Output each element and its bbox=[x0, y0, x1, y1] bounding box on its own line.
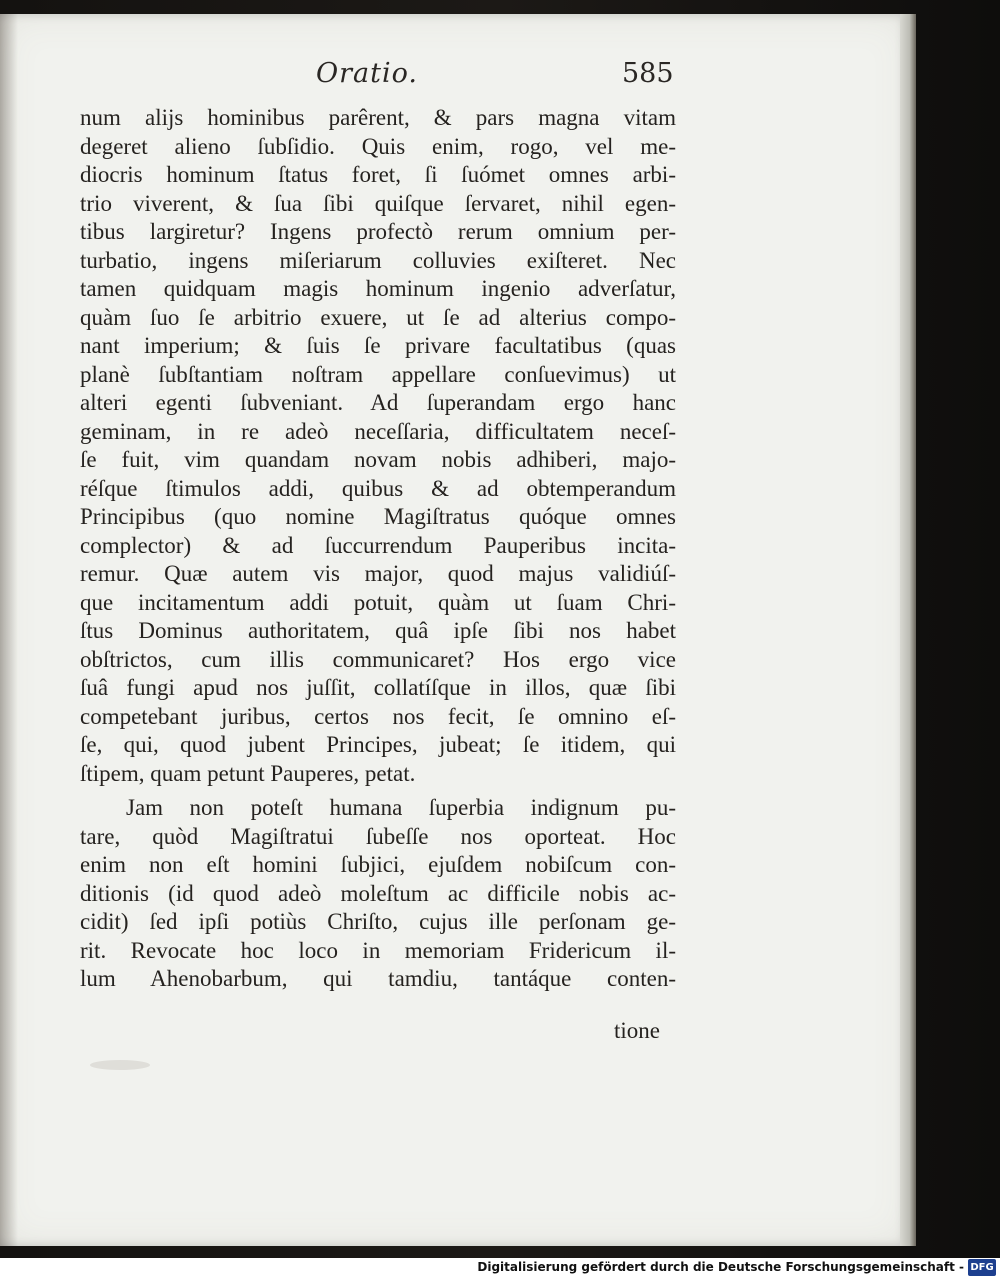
text-line: quàm ſuo ſe arbitrio exuere, ut ſe ad alterius compo- bbox=[80, 304, 676, 330]
text-line: réſque ſtimulos addi, quibus & ad obtemperandum bbox=[80, 475, 676, 501]
footer-bar bbox=[0, 1258, 1000, 1279]
text-line: que incitamentum addi potuit, quàm ut ſuam Chri- bbox=[80, 589, 676, 615]
text-line: Principibus (quo nomine Magiſtratus quóque omnes bbox=[80, 504, 676, 529]
text-line: turbatio, ingens miſeriarum colluvies exiſteret. Nec bbox=[80, 247, 676, 273]
running-head bbox=[0, 58, 910, 98]
text-line: ſe fuit, vim quandam novam nobis adhiberi, majo- bbox=[80, 447, 676, 472]
text-line: ditionis (id quod adeò moleſtum ac difficile nobis ac- bbox=[80, 880, 676, 906]
footer-credit: Digitalisierung gefördert durch die Deutsche Forschungsgemeinschaft - bbox=[477, 1260, 964, 1274]
ink-smudge bbox=[90, 1060, 150, 1070]
text-line: ſtus Dominus authoritatem, quâ ipſe ſibi nos habet bbox=[80, 618, 676, 643]
text-line: ſuâ fungi apud nos juſſit, collatíſque in illos, quæ ſibi bbox=[80, 675, 676, 700]
text-line: competebant juribus, certos nos fecit, ſe omnino eſ- bbox=[80, 703, 676, 729]
text-line: geminam, in re adeò neceſſaria, difficultatem neceſ- bbox=[80, 418, 676, 444]
page-edge bbox=[900, 14, 916, 1246]
text-line: cidit) ſed ipſi potiùs Chriſto, cujus ille perſonam ge- bbox=[80, 909, 676, 934]
text-line: lum Ahenobarbum, qui tamdiu, tantáque conten- bbox=[80, 966, 676, 991]
text-line: degeret alieno ſubſidio. Quis enim, rogo, vel me- bbox=[80, 133, 676, 159]
text-line: diocris hominum ſtatus foret, ſi ſuómet omnes arbi- bbox=[80, 162, 676, 187]
text-line: planè ſubſtantiam noſtram appellare conſuevimus) ut bbox=[80, 361, 676, 387]
catchword: tione bbox=[614, 1018, 660, 1043]
text-line: complector) & ad ſuccurrendum Pauperibus incita- bbox=[80, 532, 676, 558]
text-line: nant imperium; & ſuis ſe privare facultatibus (quas bbox=[80, 333, 676, 358]
text-line: trio viverent, & ſua ſibi quiſque ſervaret, nihil egen- bbox=[80, 190, 676, 216]
text-line: alteri egenti ſubveniant. Ad ſuperandam ergo hanc bbox=[80, 390, 676, 415]
text-line: remur. Quæ autem vis major, quod majus validiúſ- bbox=[80, 561, 676, 586]
text-line: num alijs hominibus parêrent, & pars magna vitam bbox=[80, 105, 676, 130]
text-line: ſe, qui, quod jubent Principes, jubeat; ſe itidem, qui bbox=[80, 732, 676, 757]
text-line: rit. Revocate hoc loco in memoriam Fridericum il- bbox=[80, 937, 676, 963]
text-line: ſtipem, quam petunt Pauperes, petat. bbox=[80, 760, 416, 786]
text-line: Jam non poteſt humana ſuperbia indignum pu- bbox=[126, 795, 676, 820]
text-line: tamen quidquam magis hominum ingenio adverſatur, bbox=[80, 276, 676, 301]
text-line: enim non eſt homini ſubjici, ejuſdem nobiſcum con- bbox=[80, 852, 676, 877]
paragraph-2 bbox=[80, 794, 676, 994]
text-block bbox=[80, 104, 676, 994]
text-line: tare, quòd Magiſtratui ſubeſſe nos oporteat. Hoc bbox=[80, 823, 676, 849]
text-line: tibus largiretur? Ingens profectò rerum omnium per- bbox=[80, 219, 676, 244]
running-title: Oratio. bbox=[316, 58, 418, 89]
gutter-shadow bbox=[0, 14, 18, 1246]
paragraph-1 bbox=[80, 104, 676, 788]
page-number: 585 bbox=[622, 58, 674, 89]
text-line: obſtrictos, cum illis communicaret? Hos ergo vice bbox=[80, 646, 676, 672]
dfg-logo: DFG bbox=[968, 1259, 996, 1276]
